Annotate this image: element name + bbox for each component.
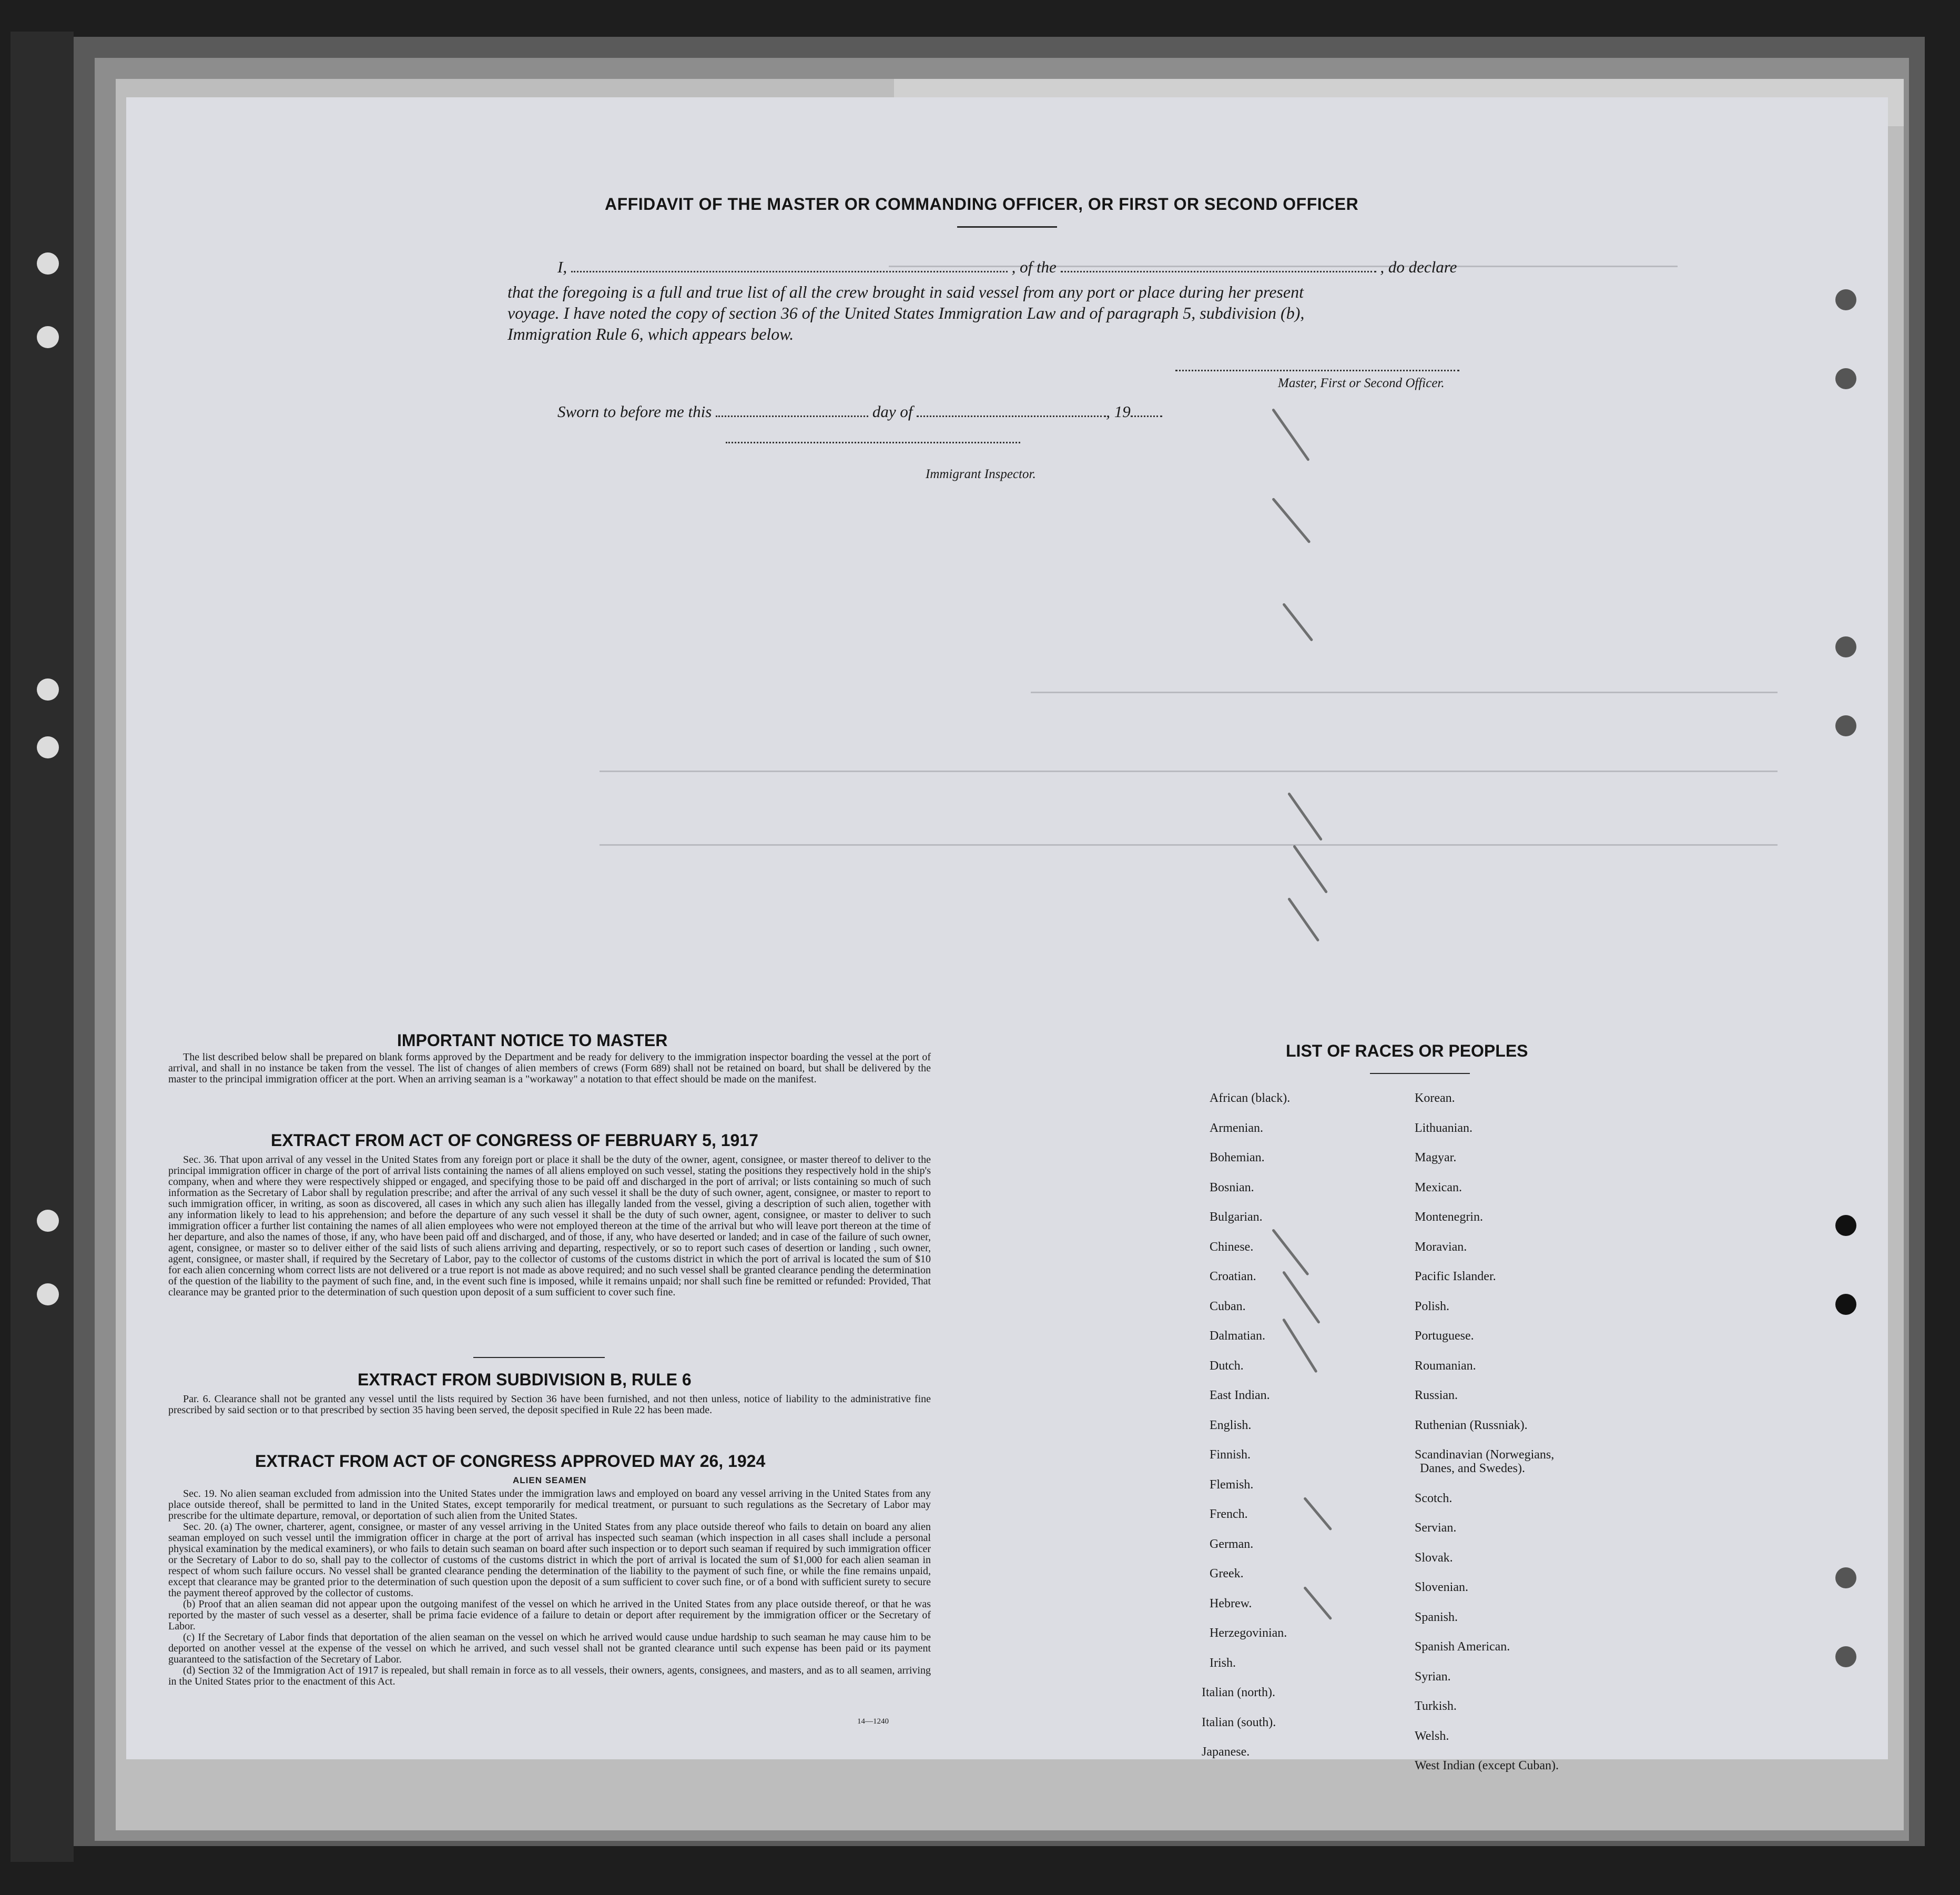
race-item: Cuban.	[1210, 1299, 1246, 1313]
extract-1917-paragraph: Sec. 36. That upon arrival of any vessel in the United States from any foreign port or place it shall be the duty of the owner, agent, consignee, or master thereof to deliver to the principal immigration officer in charge of the port of arrival lists containing the names of all aliens employed on such vessel, stating the positions they respectively hold in the ship's company, when and where they were respectively shipped or engaged, and specifying those to be paid off and discharged in the port of arrival; or lists containing so much of such information as the Secretary of Labor shall by regulation prescribe; and after the arrival of any such vessel it shall be the duty of such owner, agent, consignee, or master to report to such immigration officer, in writing, as soon as discovered, all cases in which any such alien has illegally landed from the vessel, giving a description of such alien, together with any information likely to lead to his apprehension; and before the departure of any such vessel it shall be the duty of such owner, agent, consignee, or master to deliver to such immigration officer a further list containing the names of all alien employees who were not employed thereon at the time of the arrival but who will leave port thereon at the time of her departure, and also the names of those, if any, who have been paid off and discharged, and of those, if any, who have deserted or landed; and in case of the failure of such owner, agent, consignee, or master so to deliver either of the said lists of such aliens arriving and departing, respectively, or so to report such cases of desertion or landing , such owner, agent, consignee, or master shall, if required by the Secretary of Labor, pay to the collector of customs of the customs district in which the port of arrival is located the sum of $10 for each alien concerning whom correct lists are not delivered or a true report is not made as above required; and no such vessel shall be granted clearance pending the determination of the question of the liability to the payment of such fine, and, in the event such fine is imposed, while it remains unpaid; nor shall such fine be remitted or refunded: Provided, That clearance may be granted prior to the determination of such question upon deposit of a sum sufficient to cover such fine.	[168, 1154, 931, 1298]
punch-hole	[1835, 1215, 1856, 1236]
pencil-mark	[1303, 1586, 1332, 1620]
race-item: Irish.	[1210, 1656, 1236, 1670]
extract-1917-title: EXTRACT FROM ACT OF CONGRESS OF FEBRUARY 5, 1917	[271, 1131, 758, 1150]
declaration-line-4: Immigration Rule 6, which appears below.	[507, 325, 794, 343]
year-label: , 19	[1106, 402, 1131, 421]
sworn-month-field[interactable]	[917, 405, 1106, 417]
race-item: Polish.	[1415, 1299, 1450, 1313]
pencil-mark	[1293, 845, 1328, 894]
race-item: Greek.	[1210, 1567, 1244, 1580]
race-item: Bohemian.	[1210, 1151, 1265, 1164]
races-rule	[1370, 1073, 1470, 1074]
declaration-line-2: that the foregoing is a full and true list of all the crew brought in said vessel from any port or place during her present	[507, 282, 1304, 301]
race-item: Servian.	[1415, 1521, 1457, 1535]
binder-hole	[37, 252, 59, 275]
binder-hole	[37, 1210, 59, 1232]
notice-text	[168, 1052, 931, 1085]
extract-1917-text	[168, 1154, 931, 1298]
race-item: Russian.	[1415, 1389, 1458, 1402]
race-item: Spanish American.	[1415, 1640, 1510, 1654]
sworn-line	[557, 402, 1162, 421]
race-item: Slovak.	[1415, 1551, 1453, 1565]
race-item: Turkish.	[1415, 1699, 1457, 1713]
punch-hole	[1835, 1294, 1856, 1315]
punch-hole	[1835, 1646, 1856, 1667]
race-item: West Indian (except Cuban).	[1415, 1759, 1559, 1772]
punch-hole	[1835, 368, 1856, 389]
race-item: Bosnian.	[1210, 1180, 1254, 1194]
declaration-line-3: voyage. I have noted the copy of section 36 of the United States Immigration Law and of paragraph 5, subdivision (b),	[507, 303, 1305, 322]
form-number: 14—1240	[857, 1717, 889, 1726]
binder-hole	[37, 736, 59, 758]
race-item: Roumanian.	[1415, 1359, 1476, 1373]
race-item: German.	[1210, 1537, 1254, 1551]
race-item: Dutch.	[1210, 1359, 1244, 1373]
race-item: Scandinavian (Norwegians,	[1415, 1448, 1555, 1462]
rule6-text	[168, 1394, 931, 1416]
notice-title: IMPORTANT NOTICE TO MASTER	[397, 1031, 668, 1050]
sec-20c-paragraph: (c) If the Secretary of Labor finds that deportation of the alien seaman on the vessel on which he arrived would cause undue hardship to such seaman he may cause him to be deported on another vessel at the expense of the vessel on which he arrived, and such vessel shall not be granted clearance until such expense has been paid or its payment guaranteed to the satisfaction of the Secretary of Labor.	[168, 1631, 931, 1665]
punch-hole	[1835, 1567, 1856, 1588]
race-item: Moravian.	[1415, 1240, 1467, 1254]
ghost-line	[600, 844, 1778, 846]
race-item: Korean.	[1415, 1091, 1455, 1105]
race-item: African (black).	[1210, 1091, 1291, 1105]
race-item: Chinese.	[1210, 1240, 1254, 1254]
race-item: Danes, and Swedes).	[1420, 1462, 1525, 1475]
race-item: Portuguese.	[1415, 1329, 1474, 1343]
pencil-mark	[1282, 1271, 1321, 1324]
race-item: Welsh.	[1415, 1729, 1449, 1743]
race-item: Flemish.	[1210, 1477, 1254, 1492]
race-item: Pacific Islander.	[1415, 1270, 1496, 1283]
race-item: Magyar.	[1415, 1151, 1457, 1164]
binder-strip	[11, 32, 74, 1862]
master-signature-caption: Master, First or Second Officer.	[1278, 376, 1445, 390]
alien-seamen-subtitle: ALIEN SEAMEN	[513, 1475, 587, 1485]
punch-hole	[1835, 289, 1856, 310]
pencil-mark	[1272, 408, 1310, 461]
pencil-mark	[1287, 792, 1323, 841]
ghost-line	[600, 771, 1778, 772]
inspector-signature-caption: Immigrant Inspector.	[926, 467, 1036, 481]
race-item: French.	[1210, 1507, 1248, 1521]
race-item: Hebrew.	[1210, 1596, 1252, 1610]
declarant-label: I,	[557, 258, 567, 276]
form-sheet	[126, 97, 1888, 1772]
race-item: Spanish.	[1415, 1610, 1458, 1624]
pencil-mark	[1282, 1318, 1318, 1373]
pencil-mark	[1282, 603, 1313, 642]
race-item: Slovenian.	[1415, 1580, 1468, 1594]
race-item: Armenian.	[1210, 1121, 1263, 1135]
pencil-mark	[1287, 897, 1319, 942]
declaration-text	[507, 281, 1528, 344]
race-item: Montenegrin.	[1415, 1210, 1483, 1224]
race-item: Croatian.	[1210, 1270, 1256, 1283]
sec-20a-paragraph: Sec. 20. (a) The owner, charterer, agent, consignee, or master of any vessel arriving in the United States from any place outside thereof who fails to detain on board any alien seaman employed on such vessel until the immigration officer in charge at the port of arrival has inspected such seaman (which inspection in all cases shall include a personal physical examination by the medical examiners), or who fails to detain such seaman on board after such inspection or to deport such seaman if required by such immigration officer or the Secretary of Labor to do so, shall pay to the collector of customs of the customs district in which the port of arrival is located the sum of $1,000 for each alien seaman in respect of whom such failure occurs. No vessel shall be granted clearance pending the determination of the liability to the payment of such fine, or while the fine remains unpaid, except that clearance may be granted prior to the determination of such question upon the deposit of a sum sufficient to cover such fine, or of a bond with sufficient surety to secure the payment thereof approved by the collector of customs.	[168, 1521, 931, 1599]
ghost-line	[1031, 692, 1778, 693]
race-item: Bulgarian.	[1210, 1210, 1263, 1224]
sworn-year-field[interactable]	[1131, 405, 1162, 417]
race-item: Dalmatian.	[1210, 1329, 1265, 1343]
declare-label: , do declare	[1380, 258, 1457, 276]
day-of-label: day of	[872, 402, 913, 421]
rule6-title: EXTRACT FROM SUBDIVISION B, RULE 6	[358, 1370, 692, 1389]
race-item: Ruthenian (Russniak).	[1415, 1418, 1528, 1432]
sec-19-paragraph: Sec. 19. No alien seaman excluded from admission into the United States under the immigration laws and employed on board any vessel arriving in the United States from any place outside thereof, shall be permitted to land in the United States, except temporarily for medical treatment, or pursuant to such regulations as the Secretary of Labor may prescribe for the ultimate departure, removal, or deportation of such alien from the United States.	[168, 1488, 931, 1522]
extract-1924-text	[168, 1488, 931, 1687]
vessel-label: , of the	[1011, 258, 1057, 276]
race-item: Japanese.	[1202, 1745, 1250, 1759]
race-item: Finnish.	[1210, 1448, 1251, 1462]
pencil-mark	[1303, 1497, 1332, 1531]
declarant-name-field[interactable]	[571, 260, 1008, 272]
sec-20d-paragraph: (d) Section 32 of the Immigration Act of 1917 is repealed, but shall remain in force as to all vessels, their owners, agents, consignees, and masters, and as to all seamen, arriving in the United States prior to the enactment of this Act.	[168, 1665, 931, 1687]
race-item: Italian (south).	[1202, 1715, 1276, 1729]
title-rule	[957, 226, 1057, 228]
race-item: English.	[1210, 1418, 1252, 1432]
pencil-mark	[1272, 498, 1311, 543]
notice-paragraph: The list described below shall be prepared on blank forms approved by the Department and be ready for delivery to the immigration inspector boarding the vessel at the port of arrival, and shall in no instance be taken from the vessel. The list of changes of alien members of crews (Form 689) shall not be retained on board, but shall be delivered by the master to the principal immigration officer at the port. When an arriving seaman is a "workaway" a notation to that effect should be made on the manifest.	[168, 1051, 931, 1085]
punch-hole	[1835, 636, 1856, 657]
race-item: East Indian.	[1210, 1389, 1270, 1402]
race-item: Syrian.	[1415, 1669, 1451, 1684]
section-rule	[473, 1357, 605, 1358]
affidavit-title: AFFIDAVIT OF THE MASTER OR COMMANDING OFFICER, OR FIRST OR SECOND OFFICER	[605, 195, 1359, 214]
extract-1924-title: EXTRACT FROM ACT OF CONGRESS APPROVED MAY 26, 1924	[255, 1452, 766, 1471]
binder-hole	[37, 1283, 59, 1305]
sworn-day-field[interactable]	[716, 405, 868, 417]
race-item: Herzegovinian.	[1210, 1626, 1287, 1640]
inspector-signature-field[interactable]	[726, 442, 1020, 443]
sec-20b-paragraph: (b) Proof that an alien seaman did not appear upon the outgoing manifest of the vessel on which he arrived in the United States from any place outside thereof, or that he was reported by the master of such vessel as a deserter, shall be prima facie evidence of a failure to detain or deport after requirement by the immigration officer or the Secretary of Labor.	[168, 1598, 931, 1632]
pencil-mark	[1272, 1229, 1309, 1276]
master-signature-field[interactable]	[1175, 370, 1459, 371]
race-item: Scotch.	[1415, 1491, 1453, 1505]
rule6-paragraph: Par. 6. Clearance shall not be granted any vessel until the lists required by Section 36 have been furnished, and not then unless, notice of liability to the administrative fine prescribed by said section or to that prescribed by section 35 having been served, the deposit specified in Rule 22 has been made.	[168, 1393, 931, 1416]
binder-hole	[37, 326, 59, 348]
sworn-label: Sworn to before me this	[557, 402, 712, 421]
race-item: Lithuanian.	[1415, 1121, 1472, 1135]
punch-hole	[1835, 715, 1856, 736]
races-title: LIST OF RACES OR PEOPLES	[1286, 1041, 1528, 1060]
declaration-line-1	[557, 258, 1457, 277]
vessel-name-field[interactable]	[1061, 260, 1376, 272]
binder-hole	[37, 678, 59, 701]
race-item: Mexican.	[1415, 1180, 1462, 1194]
race-item: Italian (north).	[1202, 1686, 1275, 1699]
